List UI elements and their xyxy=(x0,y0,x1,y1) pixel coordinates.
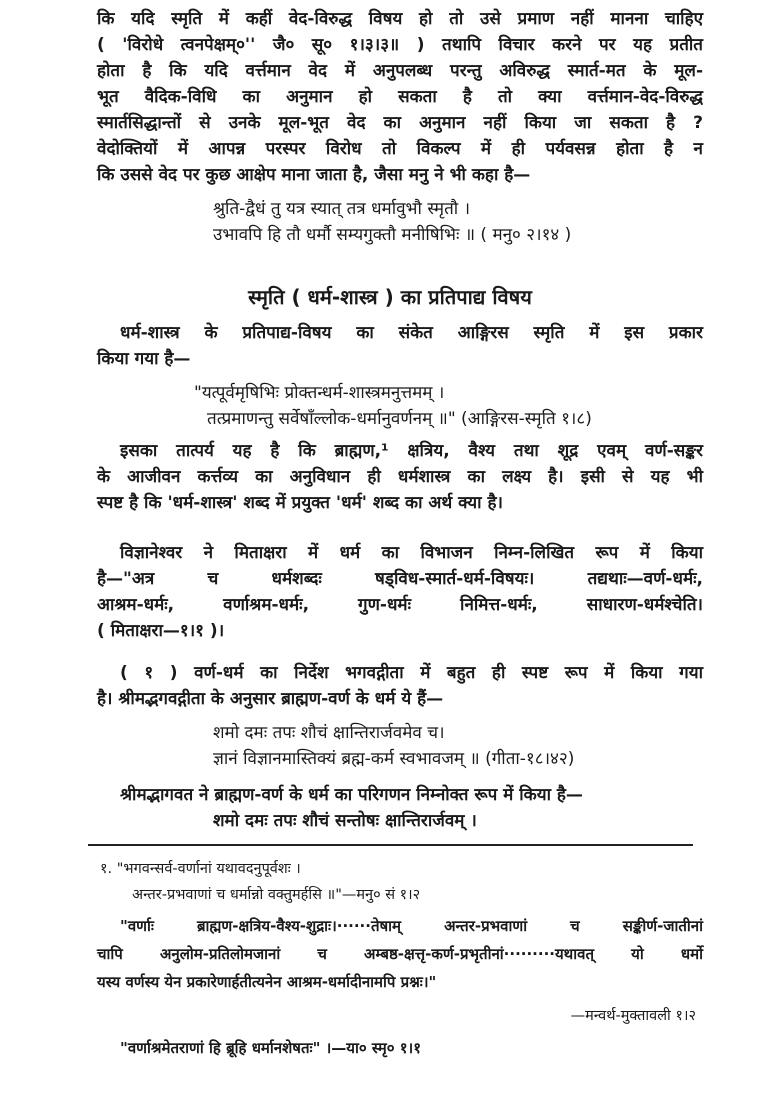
footnote-line: १. "भगवन्सर्व-वर्णानां यथावदनुपूर्वशः । xyxy=(100,861,301,877)
footnote-source: —मन्वर्थ-मुक्तावली १।२ xyxy=(570,1008,696,1024)
body-line: विज्ञानेश्वर ने मिताक्षरा में धर्म का विभाजन निम्न-लिखित रूप में किया xyxy=(120,543,703,563)
body-line: होता है कि यदि वर्त्तमान वेद में अनुपलब्ध परन्तु अविरुद्ध स्मार्त-मत के मूल- xyxy=(97,61,703,81)
footnote-line: चापि अनुलोम-प्रतिलोमजानां च अम्बष्ठ-क्षत्तृ-कर्ण-प्रभृतीनां·········यथावत् यो धर्मो xyxy=(97,945,703,963)
body-line: स्पष्ट है कि 'धर्म-शास्त्र' शब्द में प्रयुक्त 'धर्म' शब्द का अर्थ क्या है। xyxy=(97,493,503,513)
footnote-line: "वर्णाः ब्राह्मण-क्षत्रिय-वैश्य-शुद्राः।······तेषाम् अन्तर-प्रभवाणां च सङ्कीर्ण-जातीनां xyxy=(120,917,703,935)
body-line: के आजीवन कर्त्तव्य का अनुविधान ही धर्मशास्त्र का लक्ष्य है। इसी से यह भी xyxy=(97,467,703,487)
verse-line: शमो दमः तपः शौचं क्षान्तिरार्जवमेव च। xyxy=(213,723,445,743)
body-line: है। श्रीमद्भगवद्गीता के अनुसार ब्राह्मण-वर्ण के धर्म ये हैं— xyxy=(97,689,444,709)
body-line: धर्म-शास्त्र के प्रतिपाद्य-विषय का संकेत आङ्गिरस स्मृति में इस प्रकार xyxy=(120,323,703,343)
body-line: इसका तात्पर्य यह है कि ब्राह्मण,¹ क्षत्रिय, वैश्य तथा शूद्र एवम् वर्ण-सङ्कर xyxy=(120,441,703,461)
body-line: है—"अत्र च धर्मशब्दः षड्विध-स्मार्त-धर्म-विषयः। तद्यथाः—वर्ण-धर्मः, xyxy=(97,569,703,589)
verse-line: तत्प्रमाणन्तु सर्वेषाँल्लोक-धर्मानुवर्णनम् ॥" (आङ्गिरस-स्मृति १।८) xyxy=(207,409,592,429)
body-line: वेदोक्तियों में आपन्न परस्पर विरोध तो विकल्प में ही पर्यवसन्न होता है न xyxy=(97,139,703,159)
body-line: स्मार्तसिद्धान्तों से उनके मूल-भूत वेद का अनुमान नहीं किया जा सकता है ? xyxy=(97,113,703,133)
body-line: श्रीमद्भागवत ने ब्राह्मण-वर्ण के धर्म का परिगणन निम्नोक्त रूप में किया है— xyxy=(120,785,583,805)
verse-line: श्रुति-द्वैधं तु यत्र स्यात् तत्र धर्मावुभौ स्मृतौ । xyxy=(213,199,471,219)
body-line: कि यदि स्मृति में कहीं वेद-विरुद्ध विषय हो तो उसे प्रमाण नहीं मानना चाहिए xyxy=(97,9,703,29)
verse-line: ज्ञानं विज्ञानमास्तिक्यं ब्रह्म-कर्म स्वभावजम् ॥ (गीता-१८।४२) xyxy=(213,749,575,769)
body-line: ( मिताक्षरा—१।१ )। xyxy=(97,621,225,641)
body-line: आश्रम-धर्मः, वर्णाश्रम-धर्मः, गुण-धर्मः निमित्त-धर्मः, साधारण-धर्मश्चेति। xyxy=(97,595,703,615)
body-line: भूत वैदिक-विधि का अनुमान हो सकता है तो क्या वर्त्तमान-वेद-विरुद्ध xyxy=(97,87,703,107)
footnote-line: अन्तर-प्रभवाणां च धर्मान्नो वक्तुमर्हसि ॥"—मनु० सं १।२ xyxy=(132,887,421,903)
verse-line: उभावपि हि तौ धर्मौ सम्यगुक्तौ मनीषिभिः ॥ ( मनु० २।१४ ) xyxy=(213,225,572,245)
body-line: ( १ ) वर्ण-धर्म का निर्देश भगवद्गीता में बहुत ही स्पष्ट रूप में किया गया xyxy=(120,663,703,683)
body-line: किया गया है— xyxy=(97,349,191,369)
footnote-divider xyxy=(88,844,693,846)
footnote-line: यस्य वर्णस्य येन प्रकारेणार्हतीत्यनेन आश्रम-धर्मादीनामपि प्रश्नः।" xyxy=(97,973,437,991)
section-heading: स्मृति ( धर्म-शास्त्र ) का प्रतिपाद्य विषय xyxy=(248,285,532,309)
body-line: शमो दमः तपः शौचं सन्तोषः क्षान्तिरार्जवम् । xyxy=(213,811,477,831)
footnote-line: "वर्णाश्रमेतराणां हि ब्रूहि धर्मानशेषतः" ।—या० स्मृ० १।१ xyxy=(120,1039,422,1057)
body-line: ( 'विरोधे त्वनपेक्षम्०'' जै० सू० १।३।३॥ ) तथापि विचार करने पर यह प्रतीत xyxy=(97,35,703,55)
verse-line: "यत्पूर्वमृषिभिः प्रोक्तन्धर्म-शास्त्रमनुत्तमम् । xyxy=(194,383,445,403)
body-line: कि उससे वेद पर कुछ आक्षेप माना जाता है, जैसा मनु ने भी कहा है— xyxy=(97,165,531,185)
